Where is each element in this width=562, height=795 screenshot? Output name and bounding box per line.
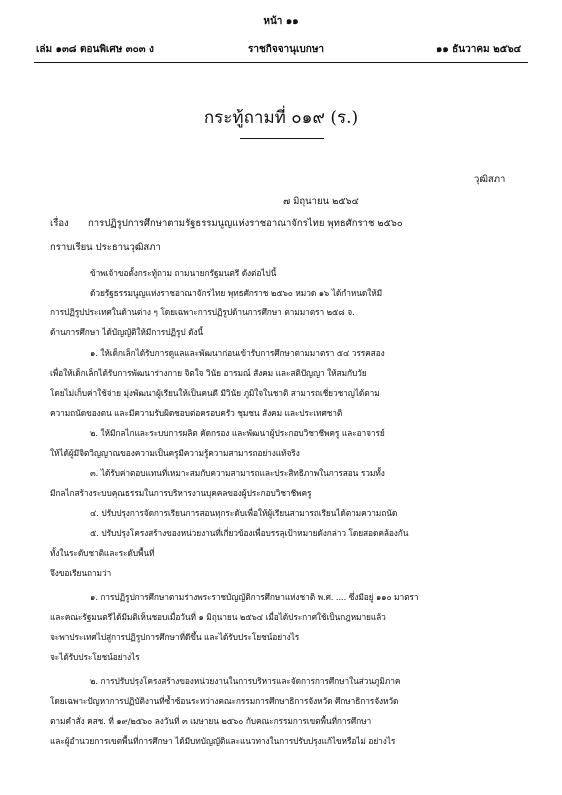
addressee: วุฒิสภา <box>474 174 506 185</box>
publication-date: ๑๑ ธันวาคม ๒๕๖๔ <box>436 44 522 55</box>
document-title: กระทู้ถามที่ ๐๑๙ (ร.) <box>203 108 359 128</box>
body-line: จะได้รับประโยชน์อย่างไร <box>50 652 140 662</box>
subject-label: เรื่อง <box>50 218 69 229</box>
body-line: โดยไม่เก็บค่าใช้จ่าย มุ่งพัฒนาผู้เรียนให้เป็นคนดี มีวินัย ภูมิใจในชาติ สามารถเชี่ยวชาญได้ตาม <box>50 388 380 398</box>
body-line: ๓. ได้รับค่าตอบแทนที่เหมาะสมกับความสามารถและประสิทธิภาพในการสอน รวมทั้ง <box>90 468 385 478</box>
body-line: ๕. ปรับปรุงโครงสร้างของหน่วยงานที่เกี่ยวข้องเพื่อบรรลุเป้าหมายดังกล่าว โดยสอดคล้องกัน <box>90 528 409 538</box>
title-underline <box>240 138 324 139</box>
salutation: กราบเรียน ประธานวุฒิสภา <box>50 242 161 253</box>
publication-name: ราชกิจจานุเบกษา <box>248 44 325 55</box>
body-line: ๒. การปรับปรุงโครงสร้างของหน่วยงานในการบริหารและจัดการการศึกษาในส่วนภูมิภาค <box>90 676 401 686</box>
body-line: และคณะรัฐมนตรีได้มีมติเห็นชอบเมื่อวันที่ ๑ มิถุนายน ๒๕๖๔ เมื่อได้ประกาศใช้เป็นกฎหมายแล้ว <box>50 612 386 622</box>
header-divider <box>34 62 528 63</box>
body-line: ๑. ให้เด็กเล็กได้รับการดูแลและพัฒนาก่อนเข้ารับการศึกษาตามมาตรา ๕๔ วรรคสอง <box>90 348 385 358</box>
body-line: ด้วยรัฐธรรมนูญแห่งราชอาณาจักรไทย พุทธศักราช ๒๕๖๐ หมวด ๑๖ ได้กำหนดให้มี <box>90 288 383 298</box>
body-line: และผู้อำนวยการเขตพื้นที่การศึกษา ได้มีบทบัญญัติและแนวทางในการปรับปรุงแก้ไขหรือไม่ อย่างไร <box>50 736 396 746</box>
document-date: ๗ มิถุนายน ๒๕๖๔ <box>283 196 359 207</box>
subject-text: การปฏิรูปการศึกษาตามรัฐธรรมนูญแห่งราชอาณาจักรไทย พุทธศักราช ๒๕๖๐ <box>88 218 403 229</box>
body-line: ๑. การปฏิรูปการศึกษาตามร่างพระราชบัญญัติการศึกษาแห่งชาติ พ.ศ. .... ซึ่งมีอยู่ ๑๑๐ มาตรา <box>90 592 419 602</box>
body-line: เพื่อให้เด็กเล็กได้รับการพัฒนาร่างกาย จิตใจ วินัย อารมณ์ สังคม และสติปัญญา ให้สมกับวัย <box>50 368 367 378</box>
body-line: โดยเฉพาะปัญหาการปฏิบัติงานที่ซ้ำซ้อนระหว่างคณะกรรมการศึกษาธิการจังหวัด ศึกษาธิการจังหวัด <box>50 696 399 706</box>
body-line: ให้ได้ผู้มีจิตวิญญาณของความเป็นครูมีความรู้ความสามารถอย่างแท้จริง <box>50 448 300 458</box>
body-line: การปฏิรูปประเทศในด้านต่าง ๆ โดยเฉพาะการปฏิรูปด้านการศึกษา ตามมาตรา ๒๕๘ จ. <box>50 307 355 317</box>
page-number: หน้า ๑๑ <box>263 16 299 27</box>
volume-info: เล่ม ๑๓๘ ตอนพิเศษ ๓๐๓ ง <box>36 44 154 55</box>
body-line: ความถนัดของตน และมีความรับผิดชอบต่อครอบครัว ชุมชน สังคม และประเทศชาติ <box>50 408 343 418</box>
body-line: มีกลไกสร้างระบบคุณธรรมในการบริหารงานบุคคลของผู้ประกอบวิชาชีพครู <box>50 488 312 498</box>
body-line: ตามคำสั่ง คสช. ที่ ๑๙/๒๕๖๐ ลงวันที่ ๓ เมษายน ๒๕๖๐ กับคณะกรรมการเขตพื้นที่การศึกษา <box>50 716 372 726</box>
body-line: ด้านการศึกษา ได้บัญญัติให้มีการปฏิรูป ดังนี้ <box>50 327 204 337</box>
body-line: จะพาประเทศไปสู่การปฏิรูปการศึกษาที่ดีขึ้น และได้รับประโยชน์อย่างไร <box>50 632 300 642</box>
body-line: ทั้งในระดับชาติและระดับพื้นที่ <box>50 548 155 558</box>
body-line: ๒. ให้มีกลไกและระบบการผลิต คัดกรอง และพัฒนาผู้ประกอบวิชาชีพครู และอาจารย์ <box>90 428 385 438</box>
body-line: จึงขอเรียนถามว่า <box>50 568 112 578</box>
body-line: ๔. ปรับปรุงการจัดการเรียนการสอนทุกระดับเพื่อให้ผู้เรียนสามารถเรียนได้ตามความถนัด <box>90 508 398 518</box>
body-line: ข้าพเจ้าขอตั้งกระทู้ถาม ถามนายกรัฐมนตรี ดังต่อไปนี้ <box>90 268 277 278</box>
